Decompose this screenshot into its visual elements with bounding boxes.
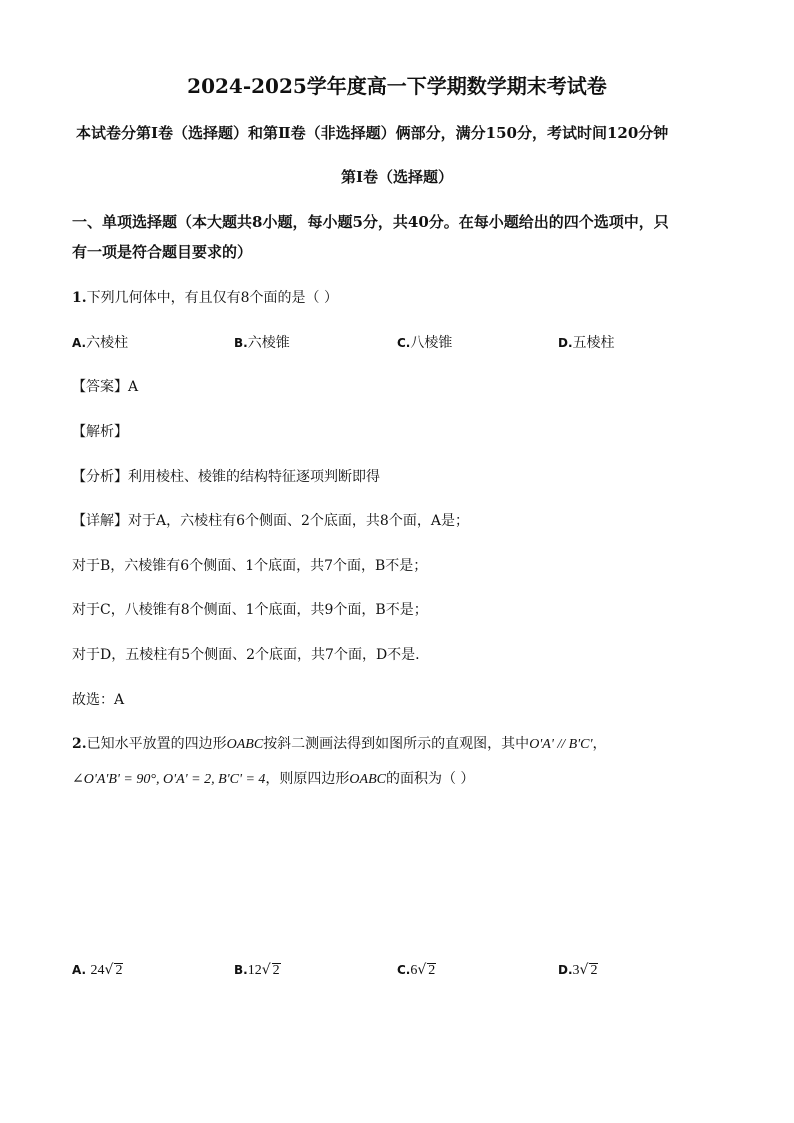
- option-coef: 12: [247, 963, 262, 978]
- option-coef: 3: [572, 963, 580, 978]
- option-a: [72, 962, 123, 979]
- analysis: 【分析】利用棱柱、棱锥的结构特征逐项判断即得: [72, 469, 380, 485]
- option-d: [558, 332, 615, 352]
- option-d: [558, 962, 598, 979]
- analysis-label: 【解析】: [72, 424, 128, 440]
- math-quad: OABC: [226, 737, 264, 752]
- option-letter: D.: [558, 963, 573, 977]
- detail-line: 对于D，五棱柱有5个侧面、2个底面，共7个面，D不是.: [72, 647, 420, 663]
- choice: 故选：A: [72, 692, 125, 708]
- answer: 【答案】A: [72, 379, 139, 395]
- question-stem: 已知水平放置的四边形: [86, 736, 227, 752]
- math-quad: OABC: [349, 772, 386, 787]
- option-letter: A.: [72, 336, 87, 350]
- question-stem: ，则原四边形: [265, 771, 350, 787]
- detail-line: 对于C，八棱锥有8个侧面、1个底面，共9个面，B不是；: [72, 602, 428, 618]
- question-2-cont: [72, 768, 474, 788]
- option-text: 五棱柱: [572, 335, 615, 351]
- sqrt-icon: √: [417, 962, 427, 978]
- section-heading: 第Ⅰ卷（选择题）: [340, 168, 454, 186]
- question-stem: 按斜二测画法得到如图所示的直观图，其中: [263, 736, 530, 752]
- option-text: 六棱柱: [86, 335, 129, 351]
- option-letter: C.: [397, 963, 411, 977]
- question-stem: 下列几何体中，有且仅有8个面的是（ ）: [86, 290, 338, 306]
- sqrt-icon: √: [579, 962, 589, 978]
- option-radicand: 2: [590, 963, 598, 978]
- math-conditions: ∠O'A'B' = 90°, O'A' = 2, B'C' = 4: [72, 772, 266, 787]
- option-letter: B.: [234, 336, 248, 350]
- option-coef: 24: [90, 963, 105, 978]
- option-coef: 6: [410, 963, 418, 978]
- question-1: [72, 287, 338, 307]
- question-stem: ，: [592, 736, 607, 752]
- question-2: [72, 733, 607, 753]
- option-letter: B.: [234, 963, 248, 977]
- question-number: 2.: [72, 736, 87, 752]
- question-stem: 的面积为（ ）: [385, 771, 475, 787]
- option-letter: D.: [558, 336, 573, 350]
- sqrt-icon: √: [261, 962, 271, 978]
- option-c: [397, 962, 436, 979]
- option-b: [234, 332, 290, 352]
- part-instructions-line1: 一、单项选择题（本大题共8小题，每小题5分，共40分。在每小题给出的四个选项中，只: [72, 213, 669, 231]
- option-text: 八棱锥: [410, 335, 453, 351]
- option-text: 六棱锥: [247, 335, 290, 351]
- sqrt-icon: √: [104, 962, 114, 978]
- option-c: [397, 332, 452, 352]
- question-number: 1.: [72, 290, 87, 306]
- math-parallel: O'A' // B'C': [529, 737, 593, 752]
- option-radicand: 2: [272, 963, 280, 978]
- part-instructions-line2: 有一项是符合题目要求的）: [72, 243, 253, 261]
- exam-info: 本试卷分第Ⅰ卷（选择题）和第Ⅱ卷（非选择题）俩部分，满分150分，考试时间120分钟: [76, 124, 669, 142]
- option-a: [72, 332, 128, 352]
- option-letter: A.: [72, 963, 87, 977]
- detail-line: 对于B，六棱锥有6个侧面、1个底面，共7个面，B不是；: [72, 558, 428, 574]
- page-title: 2024-2025学年度高一下学期数学期末考试卷: [187, 74, 607, 98]
- option-b: [234, 962, 281, 979]
- option-radicand: 2: [428, 963, 436, 978]
- option-letter: C.: [397, 336, 411, 350]
- option-radicand: 2: [115, 963, 123, 978]
- detail-line: 【详解】对于A，六棱柱有6个侧面、2个底面，共8个面，A是；: [72, 513, 469, 529]
